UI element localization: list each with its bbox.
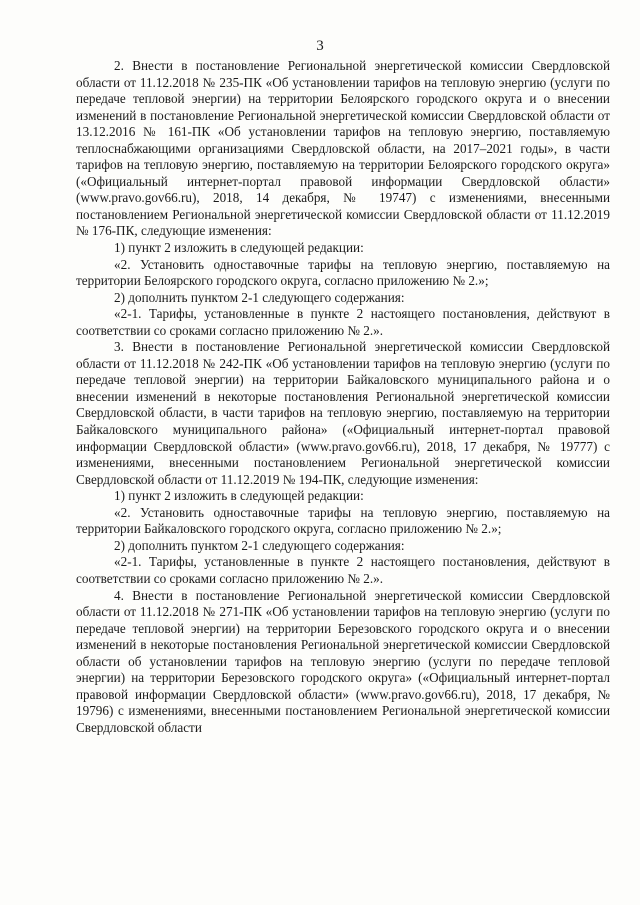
page-number: 3 bbox=[316, 38, 324, 54]
subparagraph-1: 1) пункт 2 изложить в следующей редакции: bbox=[114, 488, 364, 504]
paragraph-item-4: 4. Внести в постановление Региональной энергетической комиссии Свердловской области от 11.12.2018 № 271-ПК «Об установлении тарифов на тепловую энергию (услуги по передаче тепловой энергии) на территории Березовского городского округа и о внесении изменений в некоторые постановления Региональной энергетической комиссии Свердловской области об установлении тарифов на тепловую энергию (услуги по передаче тепловой энергии) на территории Березовского городского округа» («Официальный интернет-портал правовой информации Свердловской области» (www.pravo.gov66.ru), 2018, 17 декабря, № 19796) с изменениями, внесенными постановлением Региональной энергетической комиссии Свердловской области bbox=[76, 587, 610, 735]
subparagraph-1: 1) пункт 2 изложить в следующей редакции: bbox=[114, 240, 364, 256]
subparagraph-2: 2) дополнить пунктом 2-1 следующего содержания: bbox=[114, 537, 405, 553]
paragraph-item-3: 3. Внести в постановление Региональной энергетической комиссии Свердловской области от 11.12.2018 № 242-ПК «Об установлении тарифов на тепловую энергию (услуги по передаче тепловой энергии) на территории Байкаловского муниципального района и о внесении изменений в некоторые постановления Региональной энергетической комиссии Свердловской области, в части тарифов на тепловую энергию, поставляемую на территории Байкаловского муниципального района» («Официальный интернет-портал правовой информации Свердловской области» (www.pravo.gov66.ru), 2018, 17 декабря, № 19777) с изменениями, внесенными постановлением Региональной энергетической комиссии Свердловской области от 11.12.2019 № 194-ПК, следующие изменения: bbox=[76, 339, 610, 487]
quoted-text: «2. Установить одноставочные тарифы на тепловую энергию, поставляемую на территории Белоярского городского округа, согласно приложению № 2.»; bbox=[76, 256, 610, 289]
quoted-text: «2-1. Тарифы, установленные в пункте 2 настоящего постановления, действуют в соответствии со сроками согласно приложению № 2.». bbox=[76, 554, 610, 586]
document-body bbox=[76, 58, 610, 736]
quoted-text: «2-1. Тарифы, установленные в пункте 2 настоящего постановления, действуют в соответствии со сроками согласно приложению № 2.». bbox=[76, 306, 610, 338]
paragraph-item-2: 2. Внести в постановление Региональной энергетической комиссии Свердловской области от 11.12.2018 № 235-ПК «Об установлении тарифов на тепловую энергию (услуги по передаче тепловой энергии) на территории Белоярского городского округа и о внесении изменений в постановление Региональной энергетической комиссии Свердловской области от 13.12.2016 № 161-ПК «Об установлении тарифов на тепловую энергию, поставляемую теплоснабжающими организациями Свердловской области, на 2017–2021 годы», в части тарифов на тепловую энергию, поставляемую на территории Белоярского городского округа» («Официальный интернет-портал правовой информации Свердловской области» (www.pravo.gov66.ru), 2018, 14 декабря, № 19747) с изменениями, внесенными постановлением Региональной энергетической комиссии Свердловской области от 11.12.2019 № 176-ПК, следующие изменения: bbox=[76, 58, 610, 239]
subparagraph-2: 2) дополнить пунктом 2-1 следующего содержания: bbox=[114, 289, 405, 305]
quoted-text: «2. Установить одноставочные тарифы на тепловую энергию, поставляемую на территории Байкаловского городского округа, согласно приложению № 2.»; bbox=[76, 504, 610, 537]
